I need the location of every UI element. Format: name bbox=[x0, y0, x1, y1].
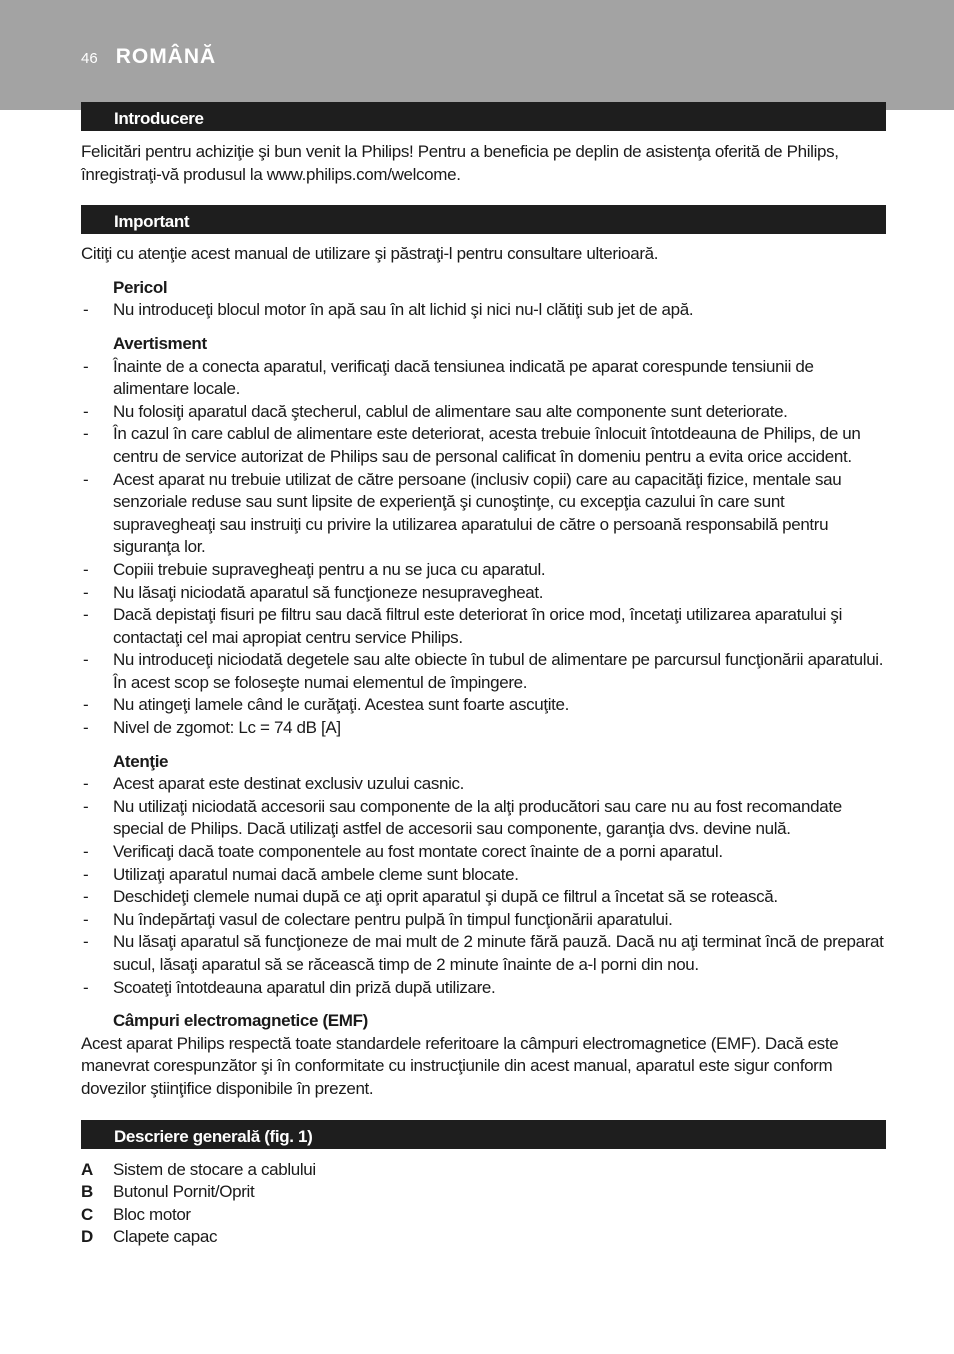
part-item bbox=[81, 1226, 886, 1249]
part-letter: B bbox=[81, 1182, 93, 1202]
section-introducere: Introducere bbox=[81, 102, 886, 131]
part-label: Bloc motor bbox=[113, 1204, 191, 1224]
list-item: - Acest aparat este destinat exclusiv uzului casnic. bbox=[81, 773, 886, 796]
subhead-atentie: Atenţie bbox=[113, 751, 169, 771]
page-number: 46 bbox=[81, 50, 98, 67]
subhead-avertisment: Avertisment bbox=[113, 333, 207, 353]
list-item: - Nivel de zgomot: Lc = 74 dB [A] bbox=[81, 717, 886, 740]
important-text: Citiţi cu atenţie acest manual de utilizare şi păstraţi-l pentru consultare ulterioară. bbox=[81, 244, 659, 264]
list-item: - Acest aparat nu trebuie utilizat de către persoane (inclusiv copii) care au capacităţi fizice, mentale sau senzoriale reduse sau sunt lipsite de experienţă şi cunoştinţe, cu excepţia cazului în care sunt supravegheaţi sau instruiţi cu privire la utilizarea aparatului de către o persoană responsabilă pentru siguranţa lor. bbox=[81, 469, 886, 559]
list-item: - Utilizaţi aparatul numai dacă ambele cleme sunt blocate. bbox=[81, 864, 886, 887]
list-item: - Nu atingeţi lamele când le curăţaţi. Acestea sunt foarte ascuţite. bbox=[81, 694, 886, 717]
part-label: Sistem de stocare a cablului bbox=[113, 1159, 316, 1179]
part-item bbox=[81, 1181, 886, 1204]
section-descriere-generala: Descriere generală (fig. 1) bbox=[81, 1120, 886, 1149]
parts-list bbox=[81, 1159, 886, 1249]
list-item: - Nu lăsaţi niciodată aparatul să funcţioneze nesupravegheat. bbox=[81, 582, 886, 605]
part-label: Butonul Pornit/Oprit bbox=[113, 1182, 255, 1202]
list-item: - Dacă depistaţi fisuri pe filtru sau dacă filtrul este deteriorat în orice mod, încetaţi utilizarea aparatului şi contactaţi cel mai apropiat centru service Philips. bbox=[81, 604, 886, 649]
subhead-pericol: Pericol bbox=[113, 277, 168, 297]
part-item bbox=[81, 1159, 886, 1182]
list-item: - Copiii trebuie supravegheaţi pentru a nu se juca cu aparatul. bbox=[81, 559, 886, 582]
list-item: - Deschideţi clemele numai după ce aţi oprit aparatul şi după ce filtrul a încetat să se rotească. bbox=[81, 886, 886, 909]
list-item: - Nu utilizaţi niciodată accesorii sau componente de la alţi producători sau care nu au fost recomandate special de Philips. Dacă utilizaţi astfel de accesorii sau componente, garanţia dvs. devine nulă. bbox=[81, 796, 886, 841]
page-header bbox=[81, 45, 216, 69]
list-item: - În cazul în care cablul de alimentare este deteriorat, acesta trebuie înlocuit întotdeauna de Philips, de un centru de service autorizat de Philips sau de personal calificat în domeniu pentru a evita orice accident. bbox=[81, 423, 886, 468]
list-pericol bbox=[81, 299, 886, 322]
part-item bbox=[81, 1204, 886, 1227]
page-content bbox=[81, 102, 886, 1249]
part-letter: D bbox=[81, 1227, 93, 1247]
list-item: - Nu folosiţi aparatul dacă ştecherul, cablul de alimentare sau alte componente sunt deteriorate. bbox=[81, 401, 886, 424]
list-item: - Înainte de a conecta aparatul, verificaţi dacă tensiunea indicată pe aparat corespunde tensiunii de alimentare locale. bbox=[81, 356, 886, 401]
list-atentie bbox=[81, 773, 886, 999]
list-item: - Scoateţi întotdeauna aparatul din priză după utilizare. bbox=[81, 977, 886, 1000]
intro-text: Felicitări pentru achiziţie şi bun venit la Philips! Pentru a beneficia pe deplin de asistenţa oferită de Philips, înregistraţi-vă produsul la www.philips.com/welcome. bbox=[81, 142, 839, 184]
language-title: ROMÂNĂ bbox=[115, 45, 217, 68]
list-item: - Verificaţi dacă toate componentele au fost montate corect înainte de a porni aparatul. bbox=[81, 841, 886, 864]
list-item: - Nu introduceţi blocul motor în apă sau în alt lichid şi nici nu-l clătiţi sub jet de apă. bbox=[81, 299, 886, 322]
list-avertisment bbox=[81, 356, 886, 740]
part-letter: C bbox=[81, 1204, 93, 1224]
list-item: - Nu introduceţi niciodată degetele sau alte obiecte în tubul de alimentare pe parcursul funcţionării aparatului. În acest scop se foloseşte numai elementul de împingere. bbox=[81, 649, 886, 694]
part-letter: A bbox=[81, 1159, 93, 1179]
section-important: Important bbox=[81, 205, 886, 234]
list-item: - Nu lăsaţi aparatul să funcţioneze de mai mult de 2 minute fără pauză. Dacă nu aţi terminat încă de preparat sucul, lăsaţi aparatul să se răcească timp de 2 minute înainte de a-l porni din nou. bbox=[81, 931, 886, 976]
subhead-emf: Câmpuri electromagnetice (EMF) bbox=[113, 1011, 368, 1031]
list-item: - Nu îndepărtaţi vasul de colectare pentru pulpă în timpul funcţionării aparatului. bbox=[81, 909, 886, 932]
emf-text: Acest aparat Philips respectă toate standardele referitoare la câmpuri electromagnetice (EMF). Dacă este manevrat corespunzător şi în conformitate cu instrucţiunile din acest manual, aparatul este sigur conform dovezilor ştiinţifice disponibile în prezent. bbox=[81, 1033, 839, 1098]
part-label: Clapete capac bbox=[113, 1227, 218, 1247]
